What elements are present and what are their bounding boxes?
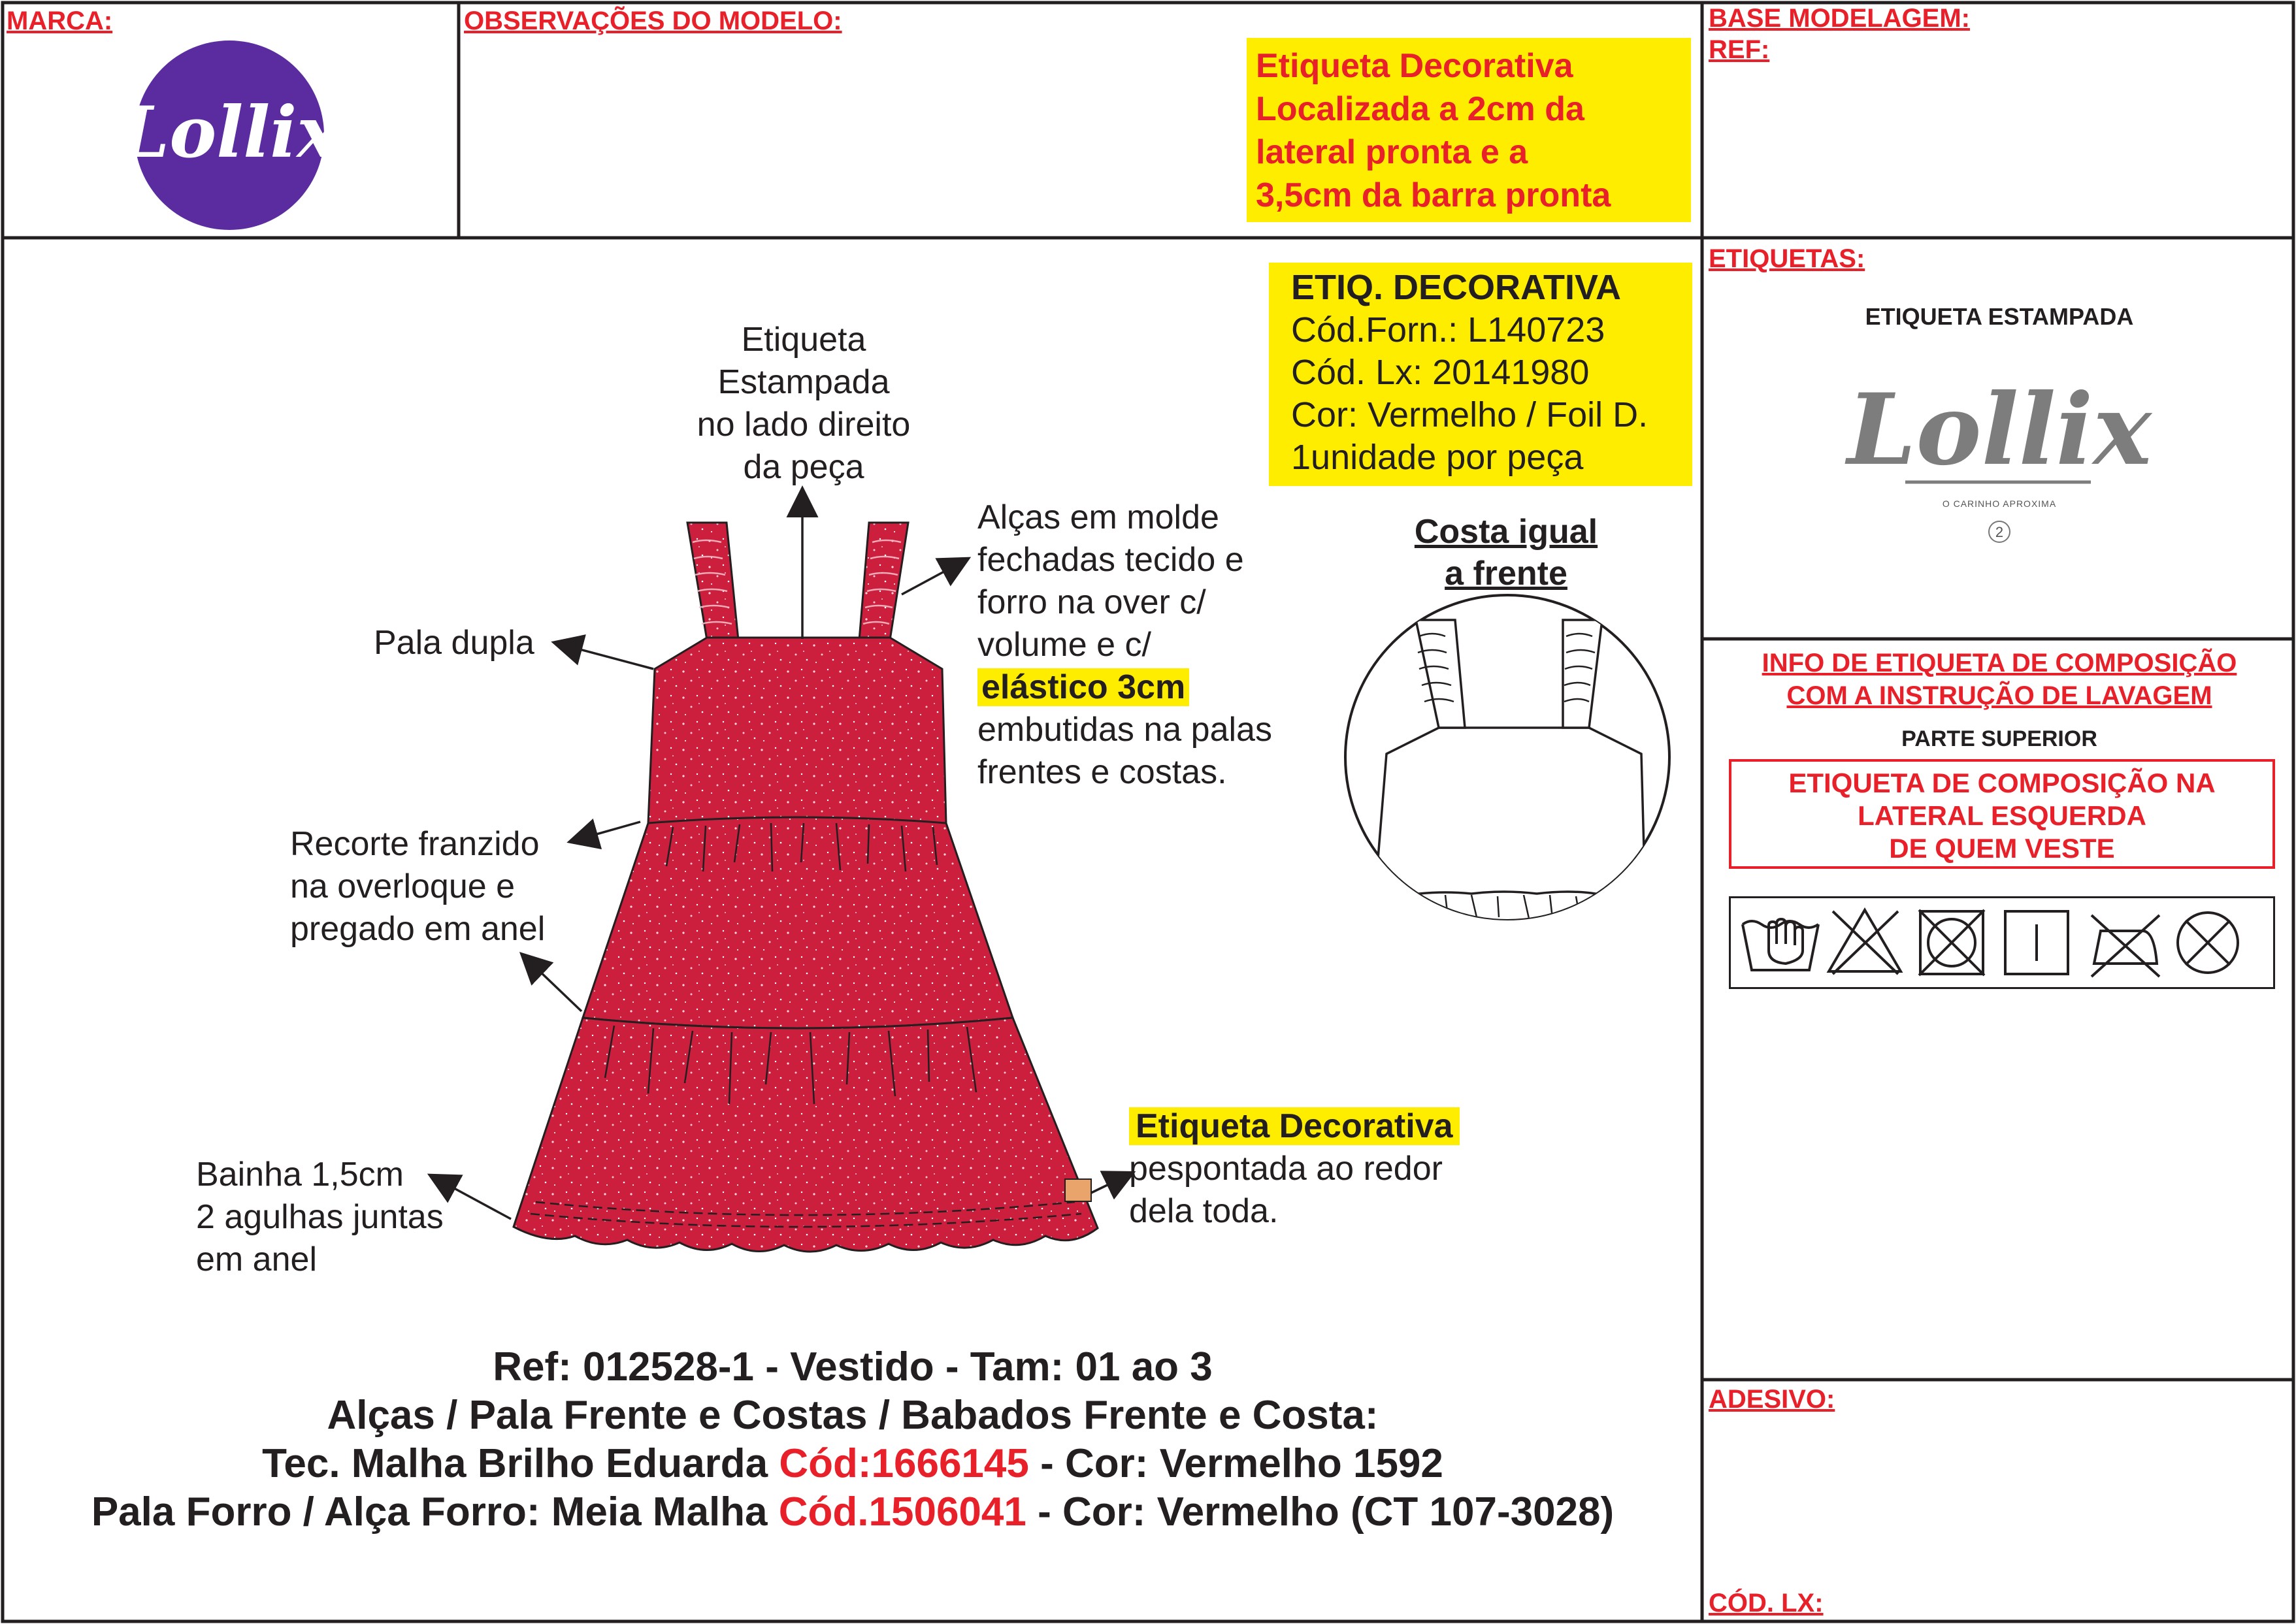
line-dry-icon bbox=[2005, 911, 2068, 974]
observacoes-label: OBSERVAÇÕES DO MODELO: bbox=[464, 7, 842, 35]
no-tumble-dry-icon bbox=[1919, 910, 1984, 975]
composicao-line: DE QUEM VESTE bbox=[1889, 833, 2115, 864]
etiquetas-label: ETIQUETAS: bbox=[1709, 244, 1865, 273]
callout-line: fechadas tecido e bbox=[977, 541, 1244, 579]
hand-wash-icon bbox=[1743, 919, 1818, 970]
obs-note-line: Etiqueta Decorativa bbox=[1256, 47, 1573, 85]
cod-lx-label: CÓD. LX: bbox=[1709, 1589, 1824, 1617]
marca-label: MARCA: bbox=[7, 7, 113, 35]
fabric-code: Cód.1506041 bbox=[778, 1489, 1026, 1535]
callout-bainha bbox=[196, 1154, 444, 1281]
callout-line: Bainha 1,5cm bbox=[196, 1156, 404, 1194]
printed-logo-mark bbox=[1847, 340, 2152, 549]
info-title-line: INFO DE ETIQUETA DE COMPOSIÇÃO bbox=[1762, 649, 2237, 677]
printed-label-logo bbox=[1847, 340, 2152, 549]
callout-line: pregado em anel bbox=[290, 910, 546, 948]
etiq-decorativa-title: ETIQ. DECORATIVA bbox=[1291, 268, 1622, 307]
etiq-decorativa-line: Cód. Lx: 20141980 bbox=[1291, 353, 1590, 392]
callout-etiqueta-estampada bbox=[653, 319, 954, 489]
composicao-line: ETIQUETA DE COMPOSIÇÃO NA bbox=[1788, 768, 2216, 798]
callout-line: no lado direito bbox=[697, 406, 911, 444]
callout-pala-dupla: Pala dupla bbox=[374, 624, 534, 662]
logo-size: 2 bbox=[1995, 524, 2004, 540]
callout-recorte bbox=[290, 823, 545, 950]
back-view-label-line: Costa igual bbox=[1414, 513, 1598, 551]
no-dry-clean-icon bbox=[2178, 913, 2238, 973]
callout-line: frentes e costas. bbox=[977, 753, 1227, 791]
care-symbols-box bbox=[1729, 896, 2275, 989]
callout-line: volume e c/ bbox=[977, 626, 1151, 664]
fabric-code: Cód:1666145 bbox=[779, 1441, 1029, 1486]
callout-line: Alças em molde bbox=[977, 498, 1219, 536]
info-composicao-title bbox=[1705, 647, 2293, 712]
spec-line: Alças / Pala Frente e Costas / Babados Frente e Costa: bbox=[327, 1393, 1379, 1438]
obs-note-line: 3,5cm da barra pronta bbox=[1256, 176, 1611, 214]
obs-note-line: Localizada a 2cm da bbox=[1256, 90, 1584, 128]
back-view-label-line: a frente bbox=[1445, 555, 1567, 593]
info-title-line: COM A INSTRUÇÃO DE LAVAGEM bbox=[1786, 681, 2212, 710]
callout-etiqueta-decorativa bbox=[1129, 1105, 1460, 1233]
spec-line: Tec. Malha Brilho Eduarda Cód:1666145 - Cor: Vermelho 1592 bbox=[262, 1441, 1443, 1486]
callout-line: Recorte franzido bbox=[290, 825, 540, 863]
callout-line: 2 agulhas juntas bbox=[196, 1198, 444, 1236]
spec-line: Pala Forro / Alça Forro: Meia Malha Cód.1506041 - Cor: Vermelho (CT 107-3028) bbox=[91, 1489, 1615, 1535]
etiq-decorativa-line: Cor: Vermelho / Foil D. bbox=[1291, 395, 1648, 434]
adesivo-label: ADESIVO: bbox=[1709, 1385, 1835, 1414]
no-iron-icon bbox=[2091, 915, 2159, 977]
callout-highlight: Etiqueta Decorativa bbox=[1129, 1107, 1460, 1145]
etiqueta-estampada-title: ETIQUETA ESTAMPADA bbox=[1865, 303, 2134, 330]
callout-line: Estampada bbox=[717, 363, 890, 401]
callout-line: forro na over c/ bbox=[977, 583, 1206, 621]
base-modelagem-label: BASE MODELAGEM: bbox=[1709, 4, 1970, 33]
callout-highlight: elástico 3cm bbox=[977, 668, 1189, 706]
callout-alcas bbox=[977, 496, 1272, 794]
no-bleach-icon bbox=[1829, 910, 1901, 974]
callout-line: da peça bbox=[743, 448, 864, 486]
etiq-decorativa-line: Cód.Forn.: L140723 bbox=[1291, 310, 1605, 349]
callout-line: pespontada ao redor bbox=[1129, 1150, 1443, 1188]
callout-line: em anel bbox=[196, 1241, 317, 1278]
composicao-line: LATERAL ESQUERDA bbox=[1858, 800, 2146, 831]
callout-line: Etiqueta bbox=[741, 321, 866, 359]
callout-line: na overloque e bbox=[290, 868, 516, 905]
callout-line: dela toda. bbox=[1129, 1192, 1279, 1230]
printed-logo-text: Lollix bbox=[1847, 372, 2152, 487]
spec-footer bbox=[13, 1343, 1692, 1536]
obs-note-line: lateral pronta e a bbox=[1256, 133, 1528, 171]
spec-line: Ref: 012528-1 - Vestido - Tam: 01 ao 3 bbox=[493, 1344, 1213, 1389]
ref-label: REF: bbox=[1709, 35, 1770, 64]
callout-line: embutidas na palas bbox=[977, 711, 1272, 749]
parte-superior: PARTE SUPERIOR bbox=[1901, 726, 2097, 751]
logo-tagline: O CARINHO APROXIMA bbox=[1942, 498, 2057, 509]
care-symbols bbox=[1731, 898, 2273, 987]
etiq-decorativa-line: 1unidade por peça bbox=[1291, 438, 1584, 477]
composicao-box bbox=[1729, 759, 2275, 869]
brand-logo-text: Lollix bbox=[120, 91, 339, 174]
